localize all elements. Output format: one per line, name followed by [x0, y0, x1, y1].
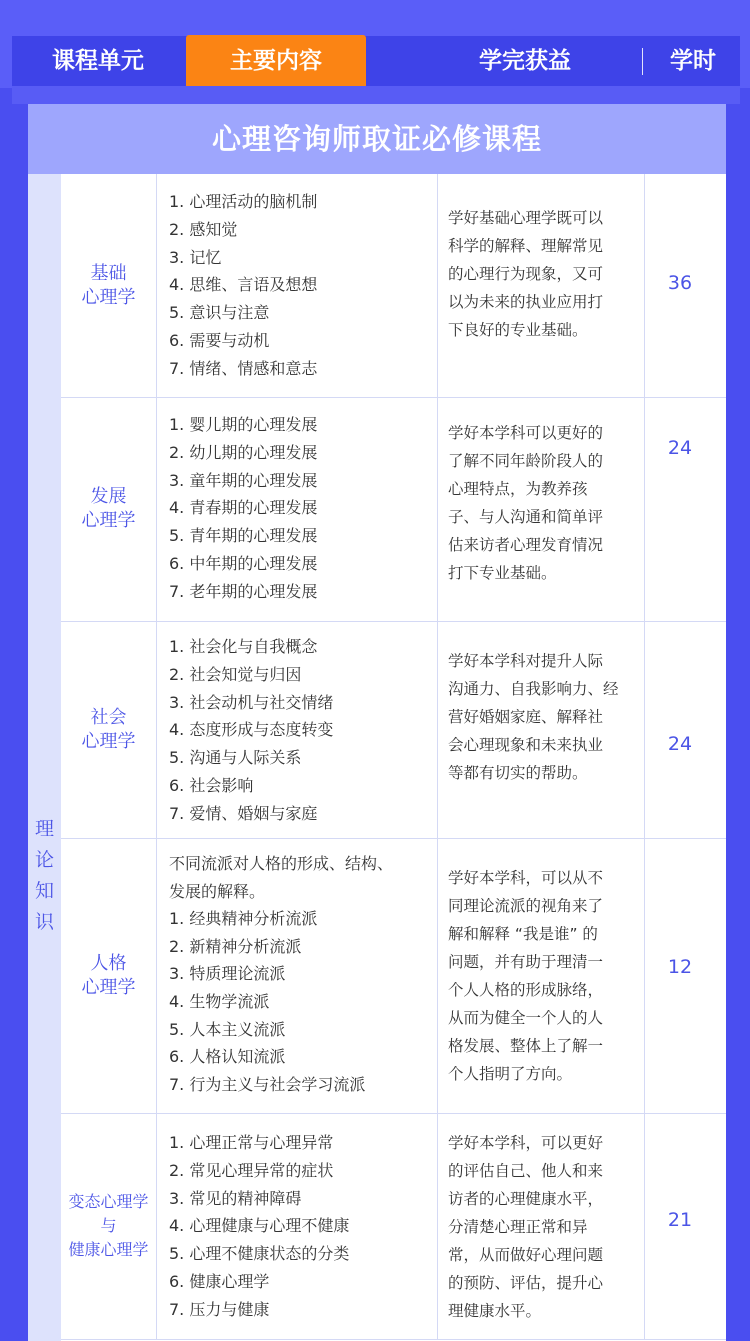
topic-item: 6. 人格认知流派	[169, 1047, 286, 1067]
topic-item: 6. 中年期的心理发展	[169, 553, 318, 573]
course-hours-cell	[645, 838, 715, 1113]
topic-list	[169, 1129, 431, 1324]
topic-item: 5. 心理不健康状态的分类	[169, 1244, 350, 1264]
gain-line: 学好本学科，可以从不	[448, 869, 604, 887]
course-topics-cell	[157, 621, 438, 838]
course-gain-text	[448, 1129, 636, 1325]
course-topics-cell	[157, 397, 438, 621]
course-gain-cell	[438, 174, 645, 397]
course-topics-cell	[157, 1113, 438, 1339]
topic-list	[169, 633, 431, 828]
gain-line: 打下专业基础。	[448, 564, 557, 582]
course-gain-cell	[438, 397, 645, 621]
topic-item: 7. 情绪、情感和意志	[169, 358, 318, 378]
course-name-line: 变态心理学	[68, 1192, 149, 1211]
topic-item: 1. 心理正常与心理异常	[169, 1133, 334, 1152]
course-name	[82, 262, 136, 310]
course-name-cell	[61, 621, 157, 838]
course-row	[61, 174, 726, 398]
gain-line: 的评估自己、他人和来	[448, 1162, 604, 1180]
topic-item: 1. 心理活动的脑机制	[169, 192, 318, 211]
topic-item: 5. 沟通与人际关系	[169, 748, 302, 768]
course-name	[82, 706, 136, 754]
category-char: 论	[34, 849, 54, 871]
category-char: 知	[34, 880, 54, 902]
gain-line: 从而为健全一个人的人	[448, 1009, 604, 1027]
topic-item: 6. 社会影响	[169, 775, 254, 795]
course-hours-cell	[645, 1113, 715, 1339]
header-underband	[12, 86, 740, 104]
topic-item: 1. 社会化与自我概念	[169, 637, 318, 656]
header-gain: 学完获益	[479, 48, 571, 74]
course-name	[82, 485, 136, 533]
topic-item: 6. 需要与动机	[169, 330, 270, 350]
topic-item: 5. 青年期的心理发展	[169, 526, 318, 546]
topic-item: 3. 童年期的心理发展	[169, 470, 318, 490]
course-gain-text	[448, 647, 636, 787]
topic-item: 3. 特质理论流派	[169, 964, 286, 984]
course-name-cell	[61, 174, 157, 397]
course-name-line: 人格	[90, 952, 127, 974]
topic-item: 2. 新精神分析流派	[169, 936, 302, 956]
gain-line: 常，从而做好心理问题	[448, 1246, 604, 1264]
topic-item: 3. 社会动机与社交情绪	[169, 692, 334, 712]
course-row	[61, 621, 726, 839]
header-unit: 课程单元	[52, 48, 144, 74]
gain-line: 心理特点，为教养孩	[448, 480, 588, 498]
category-char: 识	[34, 911, 54, 933]
topic-item: 4. 心理健康与心理不健康	[169, 1216, 350, 1236]
course-name-cell	[61, 1113, 157, 1339]
header-hours: 学时	[670, 48, 716, 74]
gain-line: 科学的解释、理解常见	[448, 237, 604, 255]
course-hours: 12	[667, 956, 693, 978]
gain-line: 个人指明了方向。	[448, 1065, 573, 1083]
course-gain-text	[448, 419, 636, 587]
gain-line: 个人人格的形成脉络，	[448, 981, 604, 999]
gain-line: 学好本学科可以更好的	[448, 424, 604, 442]
left-edge-band	[0, 88, 28, 1341]
table-header	[12, 36, 740, 86]
gain-line: 学好本学科对提升人际	[448, 652, 604, 670]
gain-line: 沟通力、自我影响力、经	[448, 680, 619, 698]
course-table-title: 心理咨询师取证必修课程	[28, 104, 726, 174]
gain-line: 学好基础心理学既可以	[448, 209, 604, 227]
course-name-cell	[61, 838, 157, 1113]
course-row	[61, 397, 726, 622]
course-gain-text	[448, 204, 636, 344]
gain-line: 会心理现象和未来执业	[448, 736, 604, 754]
gain-line: 子、与人沟通和简单评	[448, 508, 604, 526]
topic-intro-line: 发展的解释。	[169, 881, 266, 901]
course-name-line: 心理学	[81, 510, 136, 531]
course-hours: 24	[667, 733, 693, 755]
topic-item: 6. 健康心理学	[169, 1271, 270, 1291]
course-name-line: 健康心理学	[68, 1240, 149, 1259]
course-hours: 21	[667, 1209, 693, 1231]
course-name-line: 发展	[90, 486, 127, 507]
course-name-line: 社会	[90, 706, 127, 728]
right-edge-band	[724, 88, 750, 1341]
course-name-line: 基础	[90, 262, 127, 284]
topic-item: 7. 爱情、婚姻与家庭	[169, 803, 318, 823]
gain-line: 下良好的专业基础。	[448, 321, 588, 339]
gain-line: 学好本学科，可以更好	[448, 1134, 604, 1152]
course-gain-cell	[438, 838, 645, 1113]
topic-item: 3. 记忆	[169, 247, 222, 267]
topic-item: 2. 社会知觉与归因	[169, 664, 302, 684]
topic-item: 7. 老年期的心理发展	[169, 581, 318, 601]
course-topics-cell	[157, 174, 438, 397]
gain-line: 同理论流派的视角来了	[448, 897, 604, 915]
course-table-card	[28, 104, 726, 1341]
topic-list	[169, 411, 431, 606]
topic-item: 3. 常见的精神障碍	[169, 1188, 302, 1208]
course-gain-cell	[438, 1113, 645, 1339]
course-row	[61, 1113, 726, 1340]
course-hours-cell	[645, 174, 715, 397]
course-hours: 24	[667, 437, 693, 459]
gain-line: 估来访者心理发育情况	[448, 536, 604, 554]
gain-line: 格发展、整体上了解一	[448, 1037, 604, 1055]
course-hours-cell	[645, 621, 715, 838]
topic-item: 4. 态度形成与态度转变	[169, 720, 334, 740]
header-main-tab[interactable]: 主要内容	[186, 35, 366, 87]
course-name-line: 与	[100, 1216, 117, 1235]
topic-item: 5. 意识与注意	[169, 303, 270, 323]
course-hours-cell	[645, 397, 715, 621]
topic-item: 2. 常见心理异常的症状	[169, 1160, 334, 1180]
topic-list	[169, 188, 431, 383]
course-name-line: 心理学	[81, 730, 136, 752]
topic-item: 7. 压力与健康	[169, 1299, 270, 1319]
course-topics-cell	[157, 838, 438, 1113]
category-char: 理	[34, 818, 54, 840]
category-column	[28, 174, 61, 1341]
topic-item: 4. 思维、言语及想想	[169, 275, 318, 295]
gain-line: 分清楚心理正常和异	[448, 1218, 588, 1236]
gain-line: 等都有切实的帮助。	[448, 764, 588, 782]
topic-list	[169, 850, 431, 1098]
gain-line: 解和解释 “我是谁” 的	[448, 925, 598, 943]
topic-item: 7. 行为主义与社会学习流派	[169, 1074, 366, 1094]
topic-item: 1. 婴儿期的心理发展	[169, 415, 318, 434]
topic-item: 4. 青春期的心理发展	[169, 498, 318, 518]
topic-item: 2. 感知觉	[169, 219, 238, 239]
course-name-line: 心理学	[81, 286, 136, 308]
gain-line: 问题，并有助于理清一	[448, 953, 604, 971]
topic-item: 5. 人本主义流派	[169, 1019, 286, 1039]
course-name	[82, 952, 136, 1000]
course-name-line: 心理学	[81, 976, 136, 998]
topic-item: 4. 生物学流派	[169, 991, 270, 1011]
gain-line: 了解不同年龄阶段人的	[448, 452, 604, 470]
course-row	[61, 838, 726, 1114]
header-divider	[642, 48, 643, 75]
topic-item: 1. 经典精神分析流派	[169, 909, 318, 929]
gain-line: 理健康水平。	[448, 1302, 542, 1320]
course-name	[68, 1190, 148, 1262]
course-gain-cell	[438, 621, 645, 838]
course-hours: 36	[667, 272, 693, 294]
course-gain-text	[448, 864, 636, 1088]
gain-line: 营好婚姻家庭、解释社	[448, 708, 604, 726]
gain-line: 访者的心理健康水平，	[448, 1190, 604, 1208]
gain-line: 的心理行为现象，又可	[448, 265, 604, 283]
gain-line: 的预防、评估，提升心	[448, 1274, 604, 1292]
topic-intro-line: 不同流派对人格的形成、结构、	[169, 854, 394, 873]
gain-line: 以为未来的执业应用打	[448, 293, 604, 311]
course-name-cell	[61, 397, 157, 621]
topic-item: 2. 幼儿期的心理发展	[169, 442, 318, 462]
category-label	[28, 814, 61, 938]
